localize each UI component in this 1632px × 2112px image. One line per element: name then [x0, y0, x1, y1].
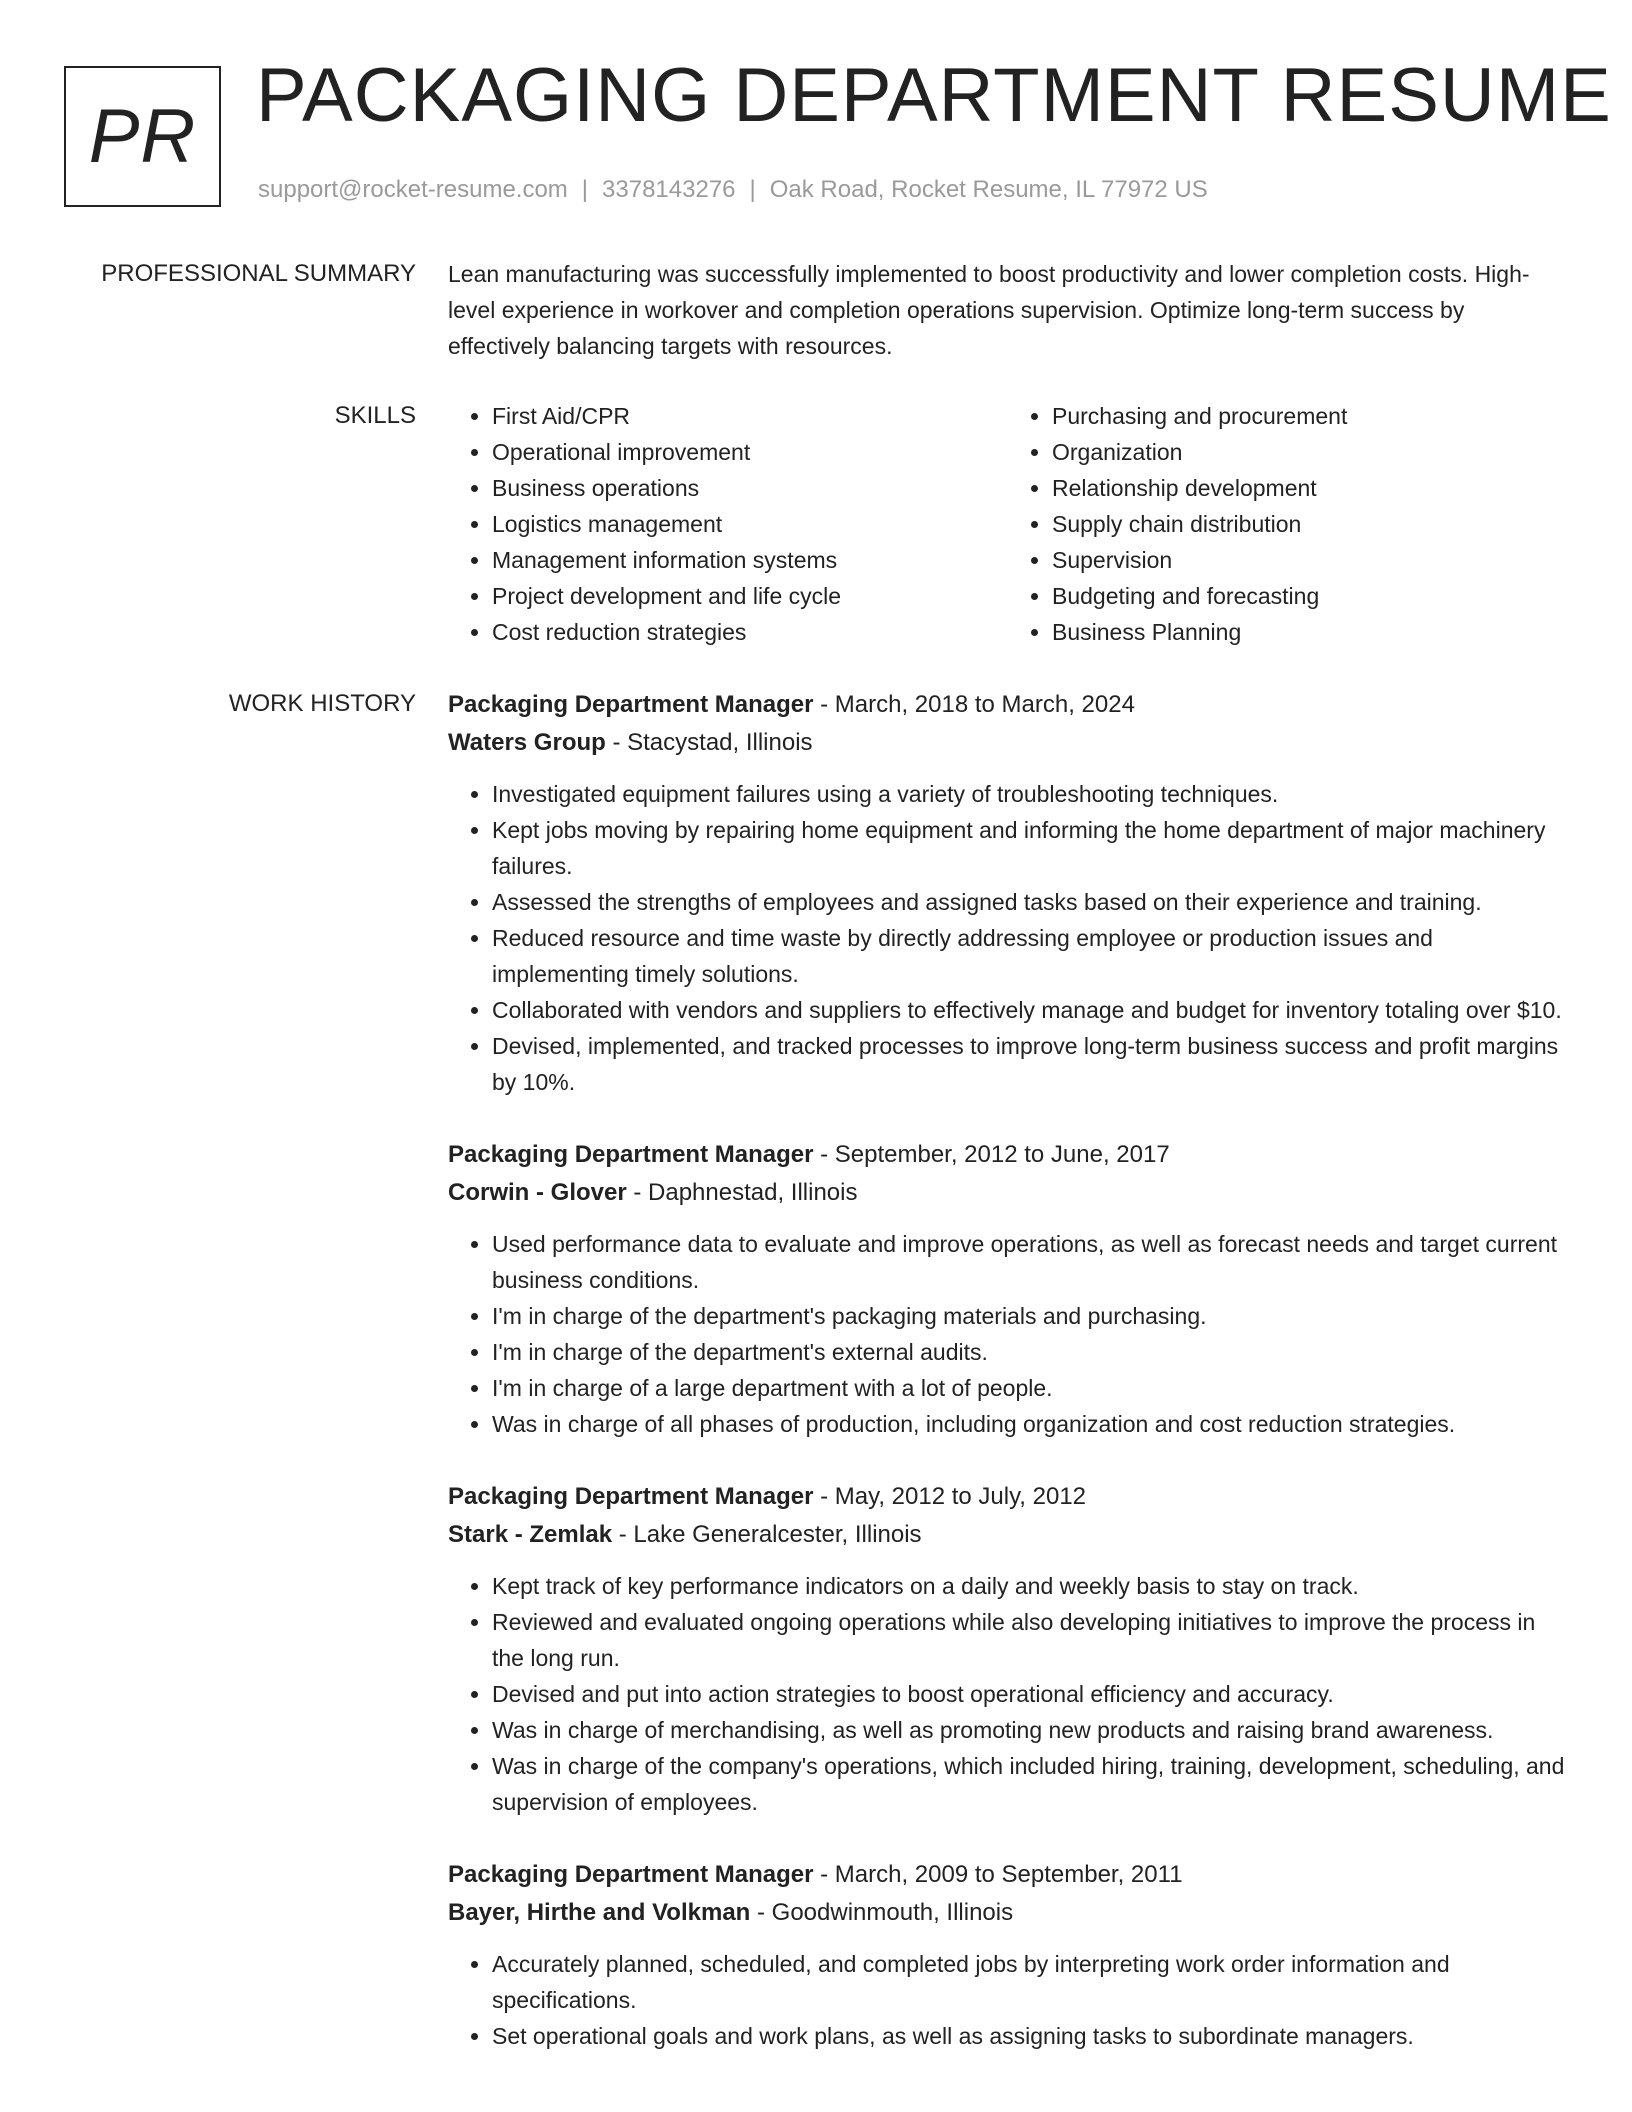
contact-line [258, 176, 1208, 205]
contact-separator: | [749, 176, 756, 203]
job-bullet: • Devised, implemented, and tracked processes to improve long-term business success and profit margins by 10%. [492, 1028, 1568, 1100]
job-title: Packaging Department Manager [448, 691, 814, 718]
job-location: - Lake Generalcester, Illinois [612, 1521, 922, 1548]
monogram-badge: PR [64, 66, 221, 207]
job-company: Bayer, Hirthe and Volkman [448, 1899, 751, 1926]
job-bullet: • Assessed the strengths of employees and assigned tasks based on their experience and training. [492, 884, 1568, 920]
job-title: Packaging Department Manager [448, 1141, 814, 1168]
job-company: Corwin - Glover [448, 1179, 627, 1206]
skill-item: • Supply chain distribution [1052, 506, 1568, 542]
section-label-skills: SKILLS [334, 402, 416, 429]
skill-item: • Budgeting and forecasting [1052, 578, 1568, 614]
job-company-line [448, 1894, 1568, 1932]
job-title-line [448, 1856, 1568, 1894]
skill-item: • Supervision [1052, 542, 1568, 578]
skill-item: • Organization [1052, 434, 1568, 470]
job-title: Packaging Department Manager [448, 1483, 814, 1510]
job-bullet: • I'm in charge of the department's packaging materials and purchasing. [492, 1298, 1568, 1334]
job-company-line [448, 1174, 1568, 1212]
summary-text: Lean manufacturing was successfully implemented to boost productivity and lower completion costs. High-level experience in workover and completion operations supervision. Optimize long-term success by effectively balancing targets with resources. [448, 261, 1530, 359]
job-dates: - March, 2009 to September, 2011 [813, 1861, 1183, 1888]
job-bullets [448, 776, 1568, 1100]
job-entry [448, 1856, 1568, 2054]
job-bullets [448, 1226, 1568, 1442]
job-bullet: • Kept jobs moving by repairing home equipment and informing the home department of major machinery failures. [492, 812, 1568, 884]
skills-columns [448, 398, 1568, 650]
job-entry [448, 1478, 1568, 1820]
skill-item: • First Aid/CPR [492, 398, 1008, 434]
job-bullet: • Reduced resource and time waste by directly addressing employee or production issues and implementing timely solutions. [492, 920, 1568, 992]
job-dates: - May, 2012 to July, 2012 [813, 1483, 1087, 1510]
skill-item: • Operational improvement [492, 434, 1008, 470]
job-title-line [448, 1478, 1568, 1516]
job-title-line [448, 686, 1568, 724]
skill-item: • Logistics management [492, 506, 1008, 542]
job-entry [448, 686, 1568, 1100]
job-company-line [448, 724, 1568, 762]
contact-separator: | [581, 176, 589, 203]
job-bullet: • Used performance data to evaluate and improve operations, as well as forecast needs and target current business conditions. [492, 1226, 1568, 1298]
contact-phone[interactable]: 3378143276 [602, 176, 736, 203]
job-bullets [448, 1568, 1568, 1820]
job-bullets [448, 1946, 1568, 2054]
job-bullet: • Set operational goals and work plans, as well as assigning tasks to subordinate managers. [492, 2018, 1568, 2054]
job-bullet: • Was in charge of all phases of production, including organization and cost reduction strategies. [492, 1406, 1568, 1442]
job-location: - Daphnestad, Illinois [626, 1179, 858, 1206]
job-company: Stark - Zemlak [448, 1521, 613, 1548]
job-bullet: • Devised and put into action strategies to boost operational efficiency and accuracy. [492, 1676, 1568, 1712]
job-bullet: • I'm in charge of the department's external audits. [492, 1334, 1568, 1370]
job-title-line [448, 1136, 1568, 1174]
job-company: Waters Group [448, 729, 606, 756]
job-entry [448, 1136, 1568, 1442]
contact-address: Oak Road, Rocket Resume, IL 77972 US [769, 176, 1208, 203]
job-dates: - September, 2012 to June, 2017 [813, 1141, 1170, 1168]
job-bullet: • Investigated equipment failures using a variety of troubleshooting techniques. [492, 776, 1568, 812]
job-dates: - March, 2018 to March, 2024 [813, 691, 1135, 718]
skills-list-left [448, 398, 1008, 650]
skill-item: • Business Planning [1052, 614, 1568, 650]
contact-email[interactable]: support@rocket-resume.com [258, 176, 568, 203]
section-label-work: WORK HISTORY [228, 690, 416, 717]
job-bullet: • Reviewed and evaluated ongoing operations while also developing initiatives to improve the process in the long run. [492, 1604, 1568, 1676]
resume-title: PACKAGING DEPARTMENT RESUME [256, 53, 1612, 138]
skill-item: • Project development and life cycle [492, 578, 1008, 614]
job-company-line [448, 1516, 1568, 1554]
job-title: Packaging Department Manager [448, 1861, 814, 1888]
job-location: - Stacystad, Illinois [605, 729, 813, 756]
section-label-summary: PROFESSIONAL SUMMARY [101, 260, 416, 287]
skill-item: • Management information systems [492, 542, 1008, 578]
skill-item: • Relationship development [1052, 470, 1568, 506]
job-bullet: • Kept track of key performance indicators on a daily and weekly basis to stay on track. [492, 1568, 1568, 1604]
skill-item: • Purchasing and procurement [1052, 398, 1568, 434]
job-bullet: • Was in charge of the company's operations, which included hiring, training, development, scheduling, and supervision of employees. [492, 1748, 1568, 1820]
work-history-body [448, 686, 1568, 2090]
skills-list-right [1008, 398, 1568, 650]
skill-item: • Cost reduction strategies [492, 614, 1008, 650]
job-bullet: • I'm in charge of a large department with a lot of people. [492, 1370, 1568, 1406]
job-bullet: • Was in charge of merchandising, as well as promoting new products and raising brand awareness. [492, 1712, 1568, 1748]
job-bullet: • Accurately planned, scheduled, and completed jobs by interpreting work order information and specifications. [492, 1946, 1568, 2018]
skill-item: • Business operations [492, 470, 1008, 506]
job-bullet: • Collaborated with vendors and suppliers to effectively manage and budget for inventory totaling over $10. [492, 992, 1568, 1028]
job-location: - Goodwinmouth, Illinois [750, 1899, 1014, 1926]
